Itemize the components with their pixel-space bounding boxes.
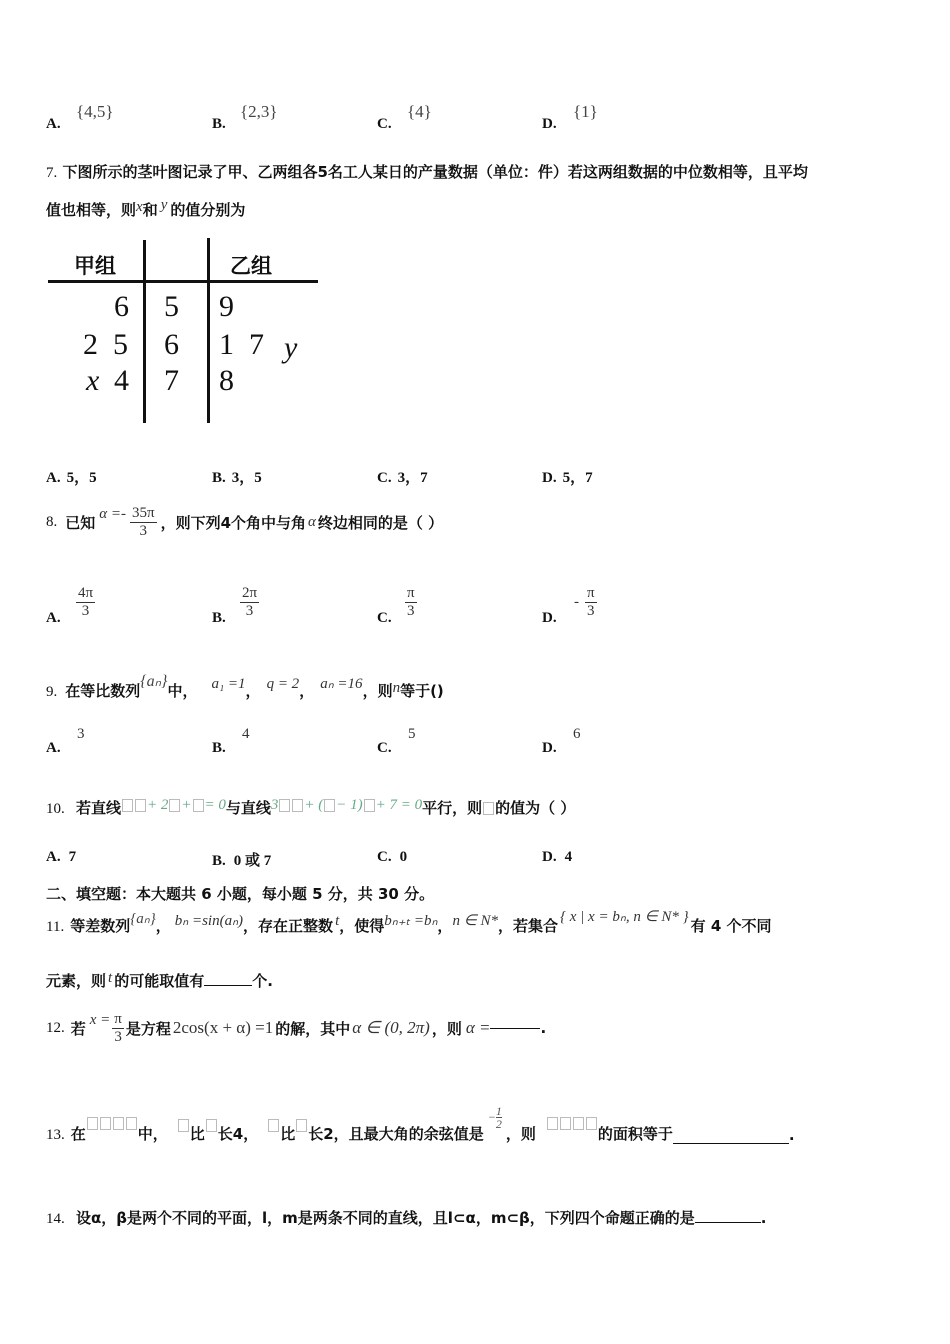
q13-text-d: 长4，	[217, 1125, 259, 1143]
q8-option-d-fraction	[585, 585, 597, 620]
q12-text-a: 若	[70, 1019, 86, 1038]
q14-number: 14.	[46, 1211, 65, 1227]
q13-placeholder-box	[296, 1119, 307, 1132]
q9-an: aₙ =16	[320, 676, 363, 692]
q6-option-d-label: D.	[542, 116, 557, 132]
q10-text-c: 平行，则	[422, 799, 483, 817]
q11-number: 11.	[46, 919, 65, 935]
q12-text-b: 是方程	[125, 1019, 171, 1038]
q10-placeholder-box	[483, 802, 494, 815]
stem-leaf-header-rule	[48, 280, 318, 283]
stem-leaf-row2-left: 2 5	[83, 328, 128, 361]
q7-option-b	[212, 466, 262, 487]
q7-option-c-label: C.	[377, 470, 392, 486]
q13-cos-num: 1	[495, 1104, 502, 1118]
q7-text-b: 和	[142, 201, 158, 219]
q10-option-d-label: D.	[542, 849, 557, 865]
q9-option-a-label: A.	[46, 740, 61, 756]
q7-var-y: y	[160, 197, 168, 213]
q8-option-d-sign: -	[574, 594, 579, 610]
q11-text-d: ，使得	[339, 917, 385, 935]
q8-option-c-label: C.	[377, 610, 392, 626]
q12-text	[46, 1005, 546, 1051]
q13-answer-blank[interactable]	[673, 1143, 789, 1144]
q9-n: n	[392, 680, 401, 696]
stem-leaf-row2-stem: 6	[164, 328, 179, 361]
q9-text-a: 在等比数列	[65, 682, 141, 700]
q11-text-b: ，	[155, 917, 171, 935]
q8-option-b-fraction	[240, 585, 259, 620]
stem-leaf-row3-left: 4	[114, 364, 129, 397]
q13-triangle-boxes	[86, 1114, 138, 1132]
q7-option-d	[542, 466, 593, 487]
q7-option-b-value: 3，5	[231, 470, 262, 486]
q8-alpha-fraction	[130, 505, 157, 540]
q6-option-a-label: A.	[46, 116, 61, 132]
q10-line2-end: + 7 = 0	[375, 797, 423, 813]
q8-option-b-label: B.	[212, 610, 226, 626]
q10-placeholder-box	[292, 799, 303, 812]
q8-option-c-den: 3	[407, 603, 415, 619]
q11-text-a: 等差数列	[70, 917, 131, 935]
q13-cos-value	[484, 1105, 506, 1130]
q9-number: 9.	[46, 684, 58, 700]
q10-placeholder-box	[193, 799, 204, 812]
q10-placeholder-box	[364, 799, 375, 812]
q9-option-b-label: B.	[212, 740, 226, 756]
q8-text-a: 已知	[65, 513, 96, 532]
q13-text-a: 在	[70, 1125, 86, 1143]
q13-placeholder-box	[100, 1117, 111, 1130]
q6-option-b-value: {2,3}	[240, 102, 278, 121]
q13-cos-sign: −	[487, 1110, 496, 1124]
q13-placeholder-box	[113, 1117, 124, 1130]
q7-stem-text: 下图所示的茎叶图记录了甲、乙两组各5名工人某日的产量数据（单位：件）若这两组数据的中位数相等，且平均	[62, 163, 808, 181]
q8-option-b-den: 3	[245, 603, 254, 619]
q9-comma2: ，	[299, 682, 315, 700]
q13-placeholder-box	[268, 1119, 279, 1132]
q8-alpha-den: 3	[139, 522, 148, 539]
q10-placeholder-box	[122, 799, 133, 812]
q10-line1	[121, 797, 226, 813]
q11-line2-a: 元素，则	[46, 972, 107, 990]
q12-x-num: π	[114, 1010, 122, 1027]
q13-placeholder-box	[87, 1117, 98, 1130]
q7-option-d-value: 5，7	[562, 470, 593, 486]
q6-option-a-value: {4,5}	[76, 102, 114, 121]
q13-text	[46, 1098, 795, 1144]
q9-option-c-label: C.	[377, 740, 392, 756]
q8-option-a-fraction	[76, 585, 95, 620]
stem-leaf-var-y: y	[284, 331, 298, 364]
q8-option-c-fraction	[405, 585, 417, 620]
q13-placeholder-box	[178, 1119, 189, 1132]
q10-placeholder-box	[135, 799, 146, 812]
q10-option-d	[542, 849, 572, 866]
q10-number: 10.	[46, 801, 65, 817]
q8-option-b-num: 2π	[242, 585, 258, 601]
q9-text-c: ，则	[362, 682, 393, 700]
q8-option-a-den: 3	[81, 603, 90, 619]
q10-option-c-value: 0	[399, 849, 408, 865]
stem-leaf-row3-right: 8	[219, 364, 234, 397]
q12-text-d: ，则	[431, 1019, 462, 1038]
q14-stem-text: 设α，β是两个不同的平面，l，m是两条不同的直线，且l⊂α，m⊂β，下列四个命题正确的是	[75, 1209, 695, 1227]
q10-option-b-label: B.	[212, 853, 226, 869]
q11-text-c: ，存在正整数	[243, 917, 334, 935]
q10-option-c-label: C.	[377, 849, 392, 865]
q13-placeholder-box	[560, 1117, 571, 1130]
q10-line2	[271, 797, 422, 813]
q13-text-g: ，则	[505, 1125, 536, 1143]
q7-option-c-value: 3，7	[397, 470, 428, 486]
q13-text-h: 的面积等于	[597, 1125, 673, 1143]
q13-placeholder-box	[573, 1117, 584, 1130]
q10-line2-start: 3	[270, 797, 279, 813]
q11-bn: bₙ =sin(aₙ)	[174, 913, 244, 929]
q14-answer-blank[interactable]	[695, 1222, 761, 1223]
q12-x-lhs: x =	[89, 1011, 111, 1028]
q7-text-a: 值也相等，则	[46, 201, 137, 219]
q7-option-a-value: 5，5	[66, 470, 97, 486]
q7-var-x: x	[136, 199, 143, 215]
q13-number: 13.	[46, 1127, 65, 1143]
stem-leaf-var-x: x	[86, 364, 100, 397]
q10-placeholder-box	[324, 799, 335, 812]
stem-leaf-right-header: 乙组	[230, 254, 272, 278]
q8-option-d-den: 3	[587, 603, 595, 619]
stem-leaf-left-header: 甲组	[74, 254, 116, 278]
q11-n-in: n ∈ N*	[452, 913, 499, 929]
q8-number: 8.	[46, 513, 58, 530]
q13-text-c: 比	[189, 1125, 205, 1143]
q12-domain: α ∈ (0, 2π)	[352, 1018, 430, 1037]
q10-text-d: 的值为（ ）	[495, 799, 576, 817]
q8-option-a-label: A.	[46, 610, 61, 626]
q7-text-line1	[46, 161, 808, 182]
q9-text-b: 中，	[167, 682, 198, 700]
section2-title: 二、填空题：本大题共 6 小题，每小题 5 分，共 30 分。	[46, 885, 435, 903]
stem-leaf-row1-right: 9	[219, 290, 234, 323]
q6-option-c-label: C.	[377, 116, 392, 132]
q10-option-d-value: 4	[564, 849, 573, 865]
q14-end: .	[760, 1209, 767, 1227]
q11-text-line1	[46, 906, 772, 936]
q11-t2: t	[108, 970, 113, 986]
q9-option-d-value: 6	[573, 726, 581, 742]
q11-text-g: 有 4 个不同	[690, 917, 772, 935]
q10-option-b-value: 0 或 7	[233, 853, 272, 869]
q9-option-b-value: 4	[242, 726, 250, 742]
q10-line1-tail: + 2	[147, 797, 169, 813]
q11-text-line2	[46, 970, 273, 991]
stem-leaf-row1-left: 6	[114, 290, 129, 323]
q7-option-a-label: A.	[46, 470, 61, 486]
q12-x-den: 3	[114, 1028, 122, 1045]
q11-answer-blank[interactable]	[204, 985, 252, 986]
q10-line2-mid: + (	[304, 797, 324, 813]
q9-comma1: ，	[245, 682, 261, 700]
q13-triangle-boxes-2	[546, 1114, 598, 1132]
q10-line1-end: = 0	[204, 797, 226, 813]
q9-option-d-label: D.	[542, 740, 557, 756]
q6-option-b-label: B.	[212, 116, 226, 132]
q10-line1-mid: +	[181, 797, 192, 813]
q7-option-d-label: D.	[542, 470, 557, 486]
q7-text-line2	[46, 199, 245, 220]
q12-text-c: 的解，其中	[275, 1019, 351, 1038]
q10-text-a: 若直线	[75, 799, 121, 817]
q8-option-a-num: 4π	[78, 585, 94, 601]
q10-option-a	[46, 849, 76, 866]
q7-number: 7.	[46, 165, 58, 181]
q8-text-b: ，则下列4个角中与角	[160, 513, 307, 532]
q9-a1: a₁ =1	[211, 676, 246, 692]
q12-x-fraction	[112, 1011, 124, 1046]
q7-option-c	[377, 466, 428, 487]
q10-text-b: 与直线	[225, 799, 271, 817]
q11-line2-c: 个.	[252, 972, 273, 990]
q9-q: q = 2	[266, 676, 300, 692]
q13-placeholder-box	[586, 1117, 597, 1130]
q13-text-i: .	[788, 1126, 795, 1144]
q6-option-c-value: {4}	[407, 102, 432, 121]
q8-option-d-num: π	[587, 585, 595, 601]
q11-set: { x | x = bₙ, n ∈ N* }	[560, 909, 689, 925]
q11-shift: bₙ₊ₜ =bₙ	[384, 913, 438, 929]
q11-text-e: ，	[437, 917, 453, 935]
q13-placeholder-box	[126, 1117, 137, 1130]
q7-option-b-label: B.	[212, 470, 226, 486]
q13-text-e: 比	[280, 1125, 296, 1143]
q9-option-c-value: 5	[408, 726, 416, 742]
q12-text-e: .	[540, 1019, 547, 1037]
q10-line2-minus: − 1)	[336, 797, 363, 813]
q13-text-f: 长2，且最大角的余弦值是	[308, 1125, 484, 1143]
q8-option-c-num: π	[407, 585, 415, 601]
q12-number: 12.	[46, 1019, 65, 1036]
q9-text	[46, 671, 444, 701]
q7-text-c: 的值分别为	[170, 201, 246, 219]
q7-option-a	[46, 466, 97, 487]
stem-leaf-row3-stem: 7	[164, 364, 179, 397]
q12-equation: 2cos(x + α) =1	[172, 1018, 274, 1037]
q10-option-a-value: 7	[68, 849, 77, 865]
stem-leaf-left-divider	[143, 240, 146, 423]
q10-option-a-label: A.	[46, 849, 61, 865]
q11-text-f: ，若集合	[498, 917, 559, 935]
stem-leaf-row2-right: 1 7	[219, 328, 264, 361]
q8-alpha-lhs: α =-	[99, 505, 127, 522]
q8-text	[46, 497, 443, 547]
q11-line2-b: 的可能取值有	[114, 972, 205, 990]
q9-option-a-value: 3	[77, 726, 85, 742]
q10-option-c	[377, 849, 407, 866]
q12-answer-blank[interactable]	[490, 1028, 540, 1029]
q11-seq: {aₙ}	[130, 911, 156, 927]
q13-placeholder-box	[206, 1119, 217, 1132]
q9-text-d: 等于()	[400, 682, 444, 700]
q14-text	[46, 1207, 766, 1228]
q10-placeholder-box	[279, 799, 290, 812]
q13-placeholder-box	[547, 1117, 558, 1130]
q8-text-c: 终边相同的是（ ）	[317, 513, 444, 532]
stem-leaf-right-divider	[207, 238, 210, 423]
q13-cos-fraction	[496, 1105, 502, 1130]
q13-cos-den: 2	[495, 1117, 502, 1131]
q8-alpha-num: 35π	[132, 504, 155, 521]
stem-leaf-row1-stem: 5	[164, 290, 179, 323]
q9-seq: {aₙ}	[140, 673, 168, 690]
q6-option-d-value: {1}	[573, 102, 598, 121]
q12-alpha-eq: α =	[465, 1018, 491, 1037]
q10-placeholder-box	[169, 799, 180, 812]
q8-option-d-label: D.	[542, 610, 557, 626]
q8-alpha: α	[308, 513, 316, 530]
q10-text	[46, 797, 575, 818]
q11-t: t	[335, 913, 340, 929]
q10-option-b	[212, 849, 271, 870]
q13-text-b: 中，	[137, 1125, 168, 1143]
